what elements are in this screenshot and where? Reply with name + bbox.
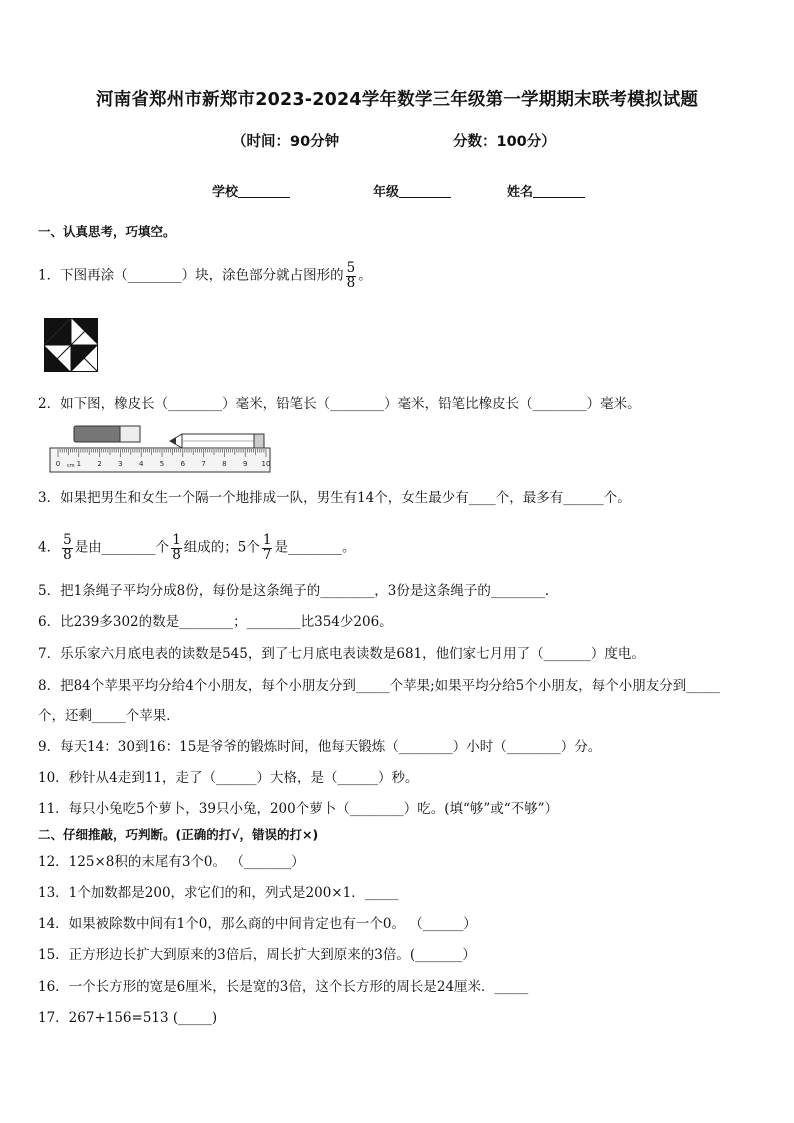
- grade-label: 年级: [373, 185, 400, 200]
- q4-f1-denominator: 8: [63, 546, 72, 563]
- question-10: 10．秒针从4走到11，走了（______）大格，是（______）秒。: [38, 770, 419, 786]
- q4-f1-numerator: 5: [63, 532, 72, 548]
- ruler-label: 5: [159, 460, 165, 468]
- q4-text-3: 是________。: [274, 539, 356, 556]
- question-17: 17．267+156=513 (_____): [38, 1010, 218, 1026]
- q4-fraction-1: [62, 534, 73, 562]
- q4-f2-denominator: 8: [172, 546, 181, 563]
- ruler-figure: [48, 424, 272, 474]
- question-5: 5．把1条绳子平均分成8份，每份是这条绳子的________，3份是这条绳子的________．: [38, 583, 559, 599]
- question-15: 15．正方形边长扩大到原来的3倍后，周长扩大到原来的3倍。(_______）: [38, 947, 476, 963]
- question-12: 12．125×8积的末尾有3个0。 （_______）: [38, 854, 305, 870]
- eraser-end: [120, 426, 140, 442]
- q4-f3-numerator: 1: [262, 532, 272, 548]
- ruler-label: 10: [261, 460, 271, 468]
- question-13: 13．1个加数都是200，求它们的和，列式是200×1．_____: [38, 885, 399, 901]
- school-field[interactable]: [212, 181, 290, 200]
- ruler-label: 1: [76, 460, 82, 468]
- question-6: 6．比239多302的数是________；________比354少206。: [38, 614, 393, 630]
- ruler-label: 6: [180, 460, 186, 468]
- question-9: 9．每天14：30到16：15是爷爷的锻炼时间，他每天锻炼（________）小时（________）分。: [38, 739, 602, 755]
- question-14: 14．如果被除数中间有1个0，那么商的中间肯定也有一个0。 （______）: [38, 916, 477, 932]
- q1-end: 。: [358, 267, 372, 284]
- name-blank[interactable]: [533, 184, 585, 198]
- q4-f2-numerator: 1: [172, 532, 181, 548]
- section-2-title: 二、仔细推敲，巧判断。(正确的打√，错误的打×): [38, 827, 319, 842]
- school-blank[interactable]: [238, 184, 290, 198]
- ruler-label: 9: [242, 460, 248, 468]
- square-figure: [44, 318, 98, 372]
- ruler-label: 8: [222, 460, 227, 468]
- grade-field[interactable]: [373, 181, 451, 200]
- section-1-title: 一、认真思考，巧填空。: [38, 224, 176, 239]
- exam-title: 河南省郑州市新郑市2023-2024学年数学三年级第一学期期末联考模拟试题: [95, 90, 699, 110]
- question-16: 16．一个长方形的宽是6厘米，长是宽的3倍，这个长方形的周长是24厘米．_____: [38, 979, 529, 995]
- ruler-label: 7: [201, 460, 206, 468]
- exam-score: 分数：100分）: [453, 134, 556, 150]
- q1-denominator: 8: [346, 274, 356, 291]
- question-1: [38, 262, 372, 290]
- exam-time: （时间：90分钟: [232, 134, 340, 150]
- q1-numerator: 5: [346, 260, 356, 276]
- question-4: [38, 534, 355, 562]
- grade-blank[interactable]: [399, 184, 451, 198]
- q4-text-1: 是由________个: [74, 539, 170, 556]
- ruler-unit: cm: [67, 463, 75, 469]
- question-2: 2．如下图，橡皮长（________）毫米，铅笔长（________）毫米，铅笔比橡皮长（________）毫米。: [38, 396, 641, 412]
- question-3: 3．如果把男生和女生一个隔一个地排成一队，男生有14个，女生最少有____个，最多有______个。: [38, 490, 631, 506]
- name-label: 姓名: [507, 185, 534, 200]
- question-7: 7．乐乐家六月底电表的读数是545，到了七月底电表读数是681，他们家七月用了（_______）度电。: [38, 646, 645, 662]
- q1-text: 1．下图再涂（________）块，涂色部分就占图形的: [38, 267, 344, 284]
- question-8-line-1: 8．把84个苹果平均分给4个小朋友，每个小朋友分到_____个苹果;如果平均分给5个小朋友，每个小朋友分到_____: [38, 678, 720, 694]
- name-field[interactable]: [507, 181, 585, 200]
- school-label: 学校: [212, 185, 239, 200]
- ruler-label: 2: [97, 460, 102, 468]
- q4-fraction-3: [262, 534, 273, 562]
- ruler-label: 0: [55, 460, 61, 468]
- q4-text-2: 组成的；5个: [183, 539, 260, 556]
- question-8-line-2: 个，还剩_____个苹果．: [38, 708, 180, 724]
- q1-fraction: [346, 262, 357, 290]
- q4-fraction-2: [171, 534, 182, 562]
- q4-f3-denominator: 7: [262, 546, 272, 563]
- q4-number: 4．: [38, 539, 61, 556]
- ruler-label: 4: [138, 460, 144, 468]
- question-11: 11．每只小兔吃5个萝卜，39只小兔，200个萝卜（________）吃。(填“够”或“不够”）: [38, 801, 559, 817]
- ruler-label: 3: [118, 460, 123, 468]
